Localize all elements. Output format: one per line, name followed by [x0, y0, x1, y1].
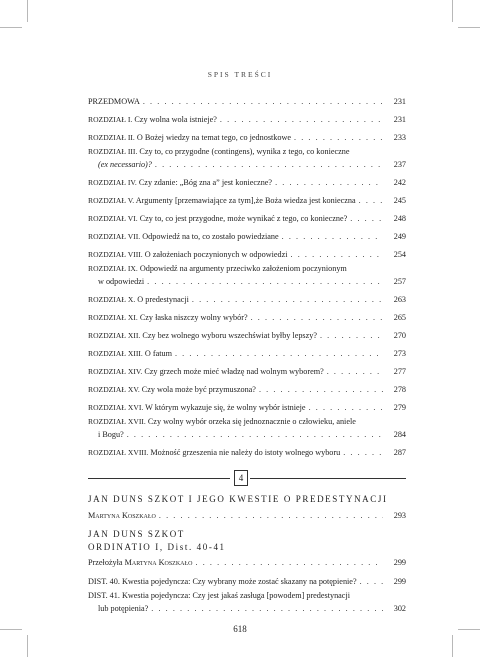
- toc-title: Czy to, co jest przygodne, może wynikać z tego, co konieczne?: [139, 214, 348, 223]
- toc-title: Możność grzeszenia nie należy do istoty wolnego wyboru: [150, 448, 341, 457]
- toc-entry[interactable]: [88, 249, 406, 261]
- toc-title: Argumenty [przemawiające za tym],że Boża wiedza jest konieczna: [135, 196, 356, 205]
- toc-label: ROZDZIAŁ VII.: [88, 232, 141, 241]
- toc-entry[interactable]: [88, 96, 406, 108]
- toc-page: 257: [393, 277, 406, 286]
- toc-label: ROZDZIAŁ XIV.: [88, 367, 143, 376]
- toc-entry[interactable]: [88, 510, 406, 522]
- crop-mark: [452, 635, 453, 657]
- toc-page: 302: [393, 604, 406, 613]
- toc-entry[interactable]: [88, 213, 406, 225]
- section-number-box: 4: [234, 470, 248, 486]
- toc-label: ROZDZIAŁ XVII.: [88, 417, 146, 426]
- toc-entry[interactable]: [88, 330, 406, 342]
- toc-page: 265: [393, 313, 406, 322]
- toc-page: 242: [393, 178, 406, 187]
- toc-label: ROZDZIAŁ XV.: [88, 385, 140, 394]
- toc-entry[interactable]: [88, 312, 406, 324]
- toc-page: 237: [393, 160, 406, 169]
- toc-label: ROZDZIAŁ XIII.: [88, 349, 143, 358]
- dist41-cont: lub potępienia?: [98, 604, 149, 613]
- toc-label: ROZDZIAŁ IX.: [88, 264, 138, 273]
- toc-title: O Bożej wiedzy na temat tego, co jednostkowe: [136, 133, 292, 142]
- toc-entry[interactable]: [88, 159, 406, 171]
- toc-title: O założeniach poczynionych w odpowiedzi: [144, 250, 288, 259]
- toc-entry[interactable]: [88, 114, 406, 126]
- toc-page: 299: [393, 558, 406, 567]
- toc-page: 293: [393, 511, 406, 520]
- toc-label: ROZDZIAŁ XVI.: [88, 403, 144, 412]
- toc-entry[interactable]: [88, 366, 406, 378]
- toc-entry-line: [88, 416, 406, 428]
- crop-mark: [458, 27, 480, 28]
- toc-entry[interactable]: [88, 294, 406, 306]
- toc-entry[interactable]: [88, 276, 406, 288]
- toc-title: Odpowiedź na to, co zostało powiedziane: [142, 232, 279, 241]
- toc-label: ROZDZIAŁ III.: [88, 147, 138, 156]
- translator-prefix: Przełożyła: [88, 558, 123, 567]
- toc-label: PRZEDMOWA: [88, 97, 140, 106]
- toc-entry[interactable]: [88, 177, 406, 189]
- toc-page: 248: [393, 214, 406, 223]
- toc-page: 287: [393, 448, 406, 457]
- toc-entry[interactable]: [88, 447, 406, 459]
- toc-entry[interactable]: [88, 603, 406, 615]
- running-header: SPIS TREŚCI: [207, 70, 273, 79]
- toc-entry[interactable]: [88, 348, 406, 360]
- toc-title: Czy grzech może mieć władzę nad wolnym wyborem?: [144, 367, 324, 376]
- crop-mark: [0, 27, 22, 28]
- toc-label: ROZDZIAŁ IV.: [88, 178, 137, 187]
- toc-label: ROZDZIAŁ XI.: [88, 313, 138, 322]
- toc-title-cont: w odpowiedzi: [98, 277, 145, 286]
- crop-mark: [27, 635, 28, 657]
- translator-name: Martyna Koszkało: [124, 558, 193, 567]
- page-number: 618: [233, 624, 247, 634]
- toc-title: W którym wykazuje się, że wolny wybór istnieje: [145, 403, 306, 412]
- toc-entry[interactable]: [88, 231, 406, 243]
- toc-page: 245: [393, 196, 406, 205]
- section-rule-right: [250, 478, 406, 479]
- toc-title: Odpowiedź na argumenty przeciwko założeniom poczynionym: [139, 264, 347, 273]
- toc-page: 273: [393, 349, 406, 358]
- ordinatio-heading: ORDINATIO I, Dist. 40-41: [88, 542, 226, 552]
- toc-entry-line: [88, 263, 406, 275]
- crop-mark: [452, 0, 453, 22]
- toc-page: 277: [393, 367, 406, 376]
- toc-page: 249: [393, 232, 406, 241]
- toc-label: ROZDZIAŁ II.: [88, 133, 135, 142]
- toc-label: ROZDZIAŁ X.: [88, 295, 136, 304]
- toc-label: ROZDZIAŁ VI.: [88, 214, 138, 223]
- toc-title: Czy wolny wybór orzeka się jednoznacznie o człowieku, aniele: [147, 417, 356, 426]
- toc-entry-line: [88, 146, 406, 158]
- toc-title: O predestynacji: [137, 295, 189, 304]
- toc-label: ROZDZIAŁ VIII.: [88, 250, 143, 259]
- toc-title: Czy bez wolnego wyboru wszechświat byłby lepszy?: [142, 331, 317, 340]
- toc-title: Czy wola może być przymuszona?: [141, 385, 256, 394]
- toc-entry[interactable]: [88, 557, 406, 569]
- toc-entry[interactable]: [88, 402, 406, 414]
- author-name: Martyna Koszkało: [88, 511, 156, 520]
- toc-label: ROZDZIAŁ XII.: [88, 331, 141, 340]
- toc-label: ROZDZIAŁ XVIII.: [88, 448, 149, 457]
- toc-page: 254: [393, 250, 406, 259]
- toc-page: 231: [393, 97, 406, 106]
- toc-title: Czy wolna wola istnieje?: [134, 115, 217, 124]
- toc-label: ROZDZIAŁ I.: [88, 115, 133, 124]
- toc-page: 284: [393, 430, 406, 439]
- toc-page: 231: [393, 115, 406, 124]
- sub-heading: JAN DUNS SZKOT: [88, 529, 185, 539]
- toc-page: 233: [393, 133, 406, 142]
- toc-page: 299: [393, 577, 406, 586]
- toc-page: 279: [393, 403, 406, 412]
- toc-label: ROZDZIAŁ V.: [88, 196, 135, 205]
- toc-title: Czy to, co przygodne (contingens), wynika z tego, co konieczne: [139, 147, 350, 156]
- toc-title: Czy zdanie: „Bóg zna a” jest konieczne?: [138, 178, 273, 187]
- toc-entry[interactable]: [88, 195, 406, 207]
- toc-title-cont: (ex necessario)?: [98, 160, 152, 169]
- toc-entry[interactable]: [88, 576, 406, 588]
- section-heading: JAN DUNS SZKOT I JEGO KWESTIE O PREDESTYNACJI: [88, 494, 388, 504]
- toc-entry-line: DIST. 41. Kwestia pojedyncza: Czy jest jakaś zasługa [powodem] predestynacji: [88, 591, 350, 600]
- toc-entry[interactable]: [88, 384, 406, 396]
- toc-page: 263: [393, 295, 406, 304]
- toc-title-cont: i Bogu?: [98, 430, 124, 439]
- toc-entry[interactable]: [88, 429, 406, 441]
- toc-title: Czy łaska niszczy wolny wybór?: [139, 313, 248, 322]
- toc-page: 270: [393, 331, 406, 340]
- crop-mark: [27, 0, 28, 22]
- toc-title: O fatum: [144, 349, 172, 358]
- dist40-title: DIST. 40. Kwestia pojedyncza: Czy wybrany może zostać skazany na potępienie?: [88, 577, 357, 586]
- toc-entry[interactable]: [88, 132, 406, 144]
- section-rule-left: [88, 478, 230, 479]
- toc-page: 278: [393, 385, 406, 394]
